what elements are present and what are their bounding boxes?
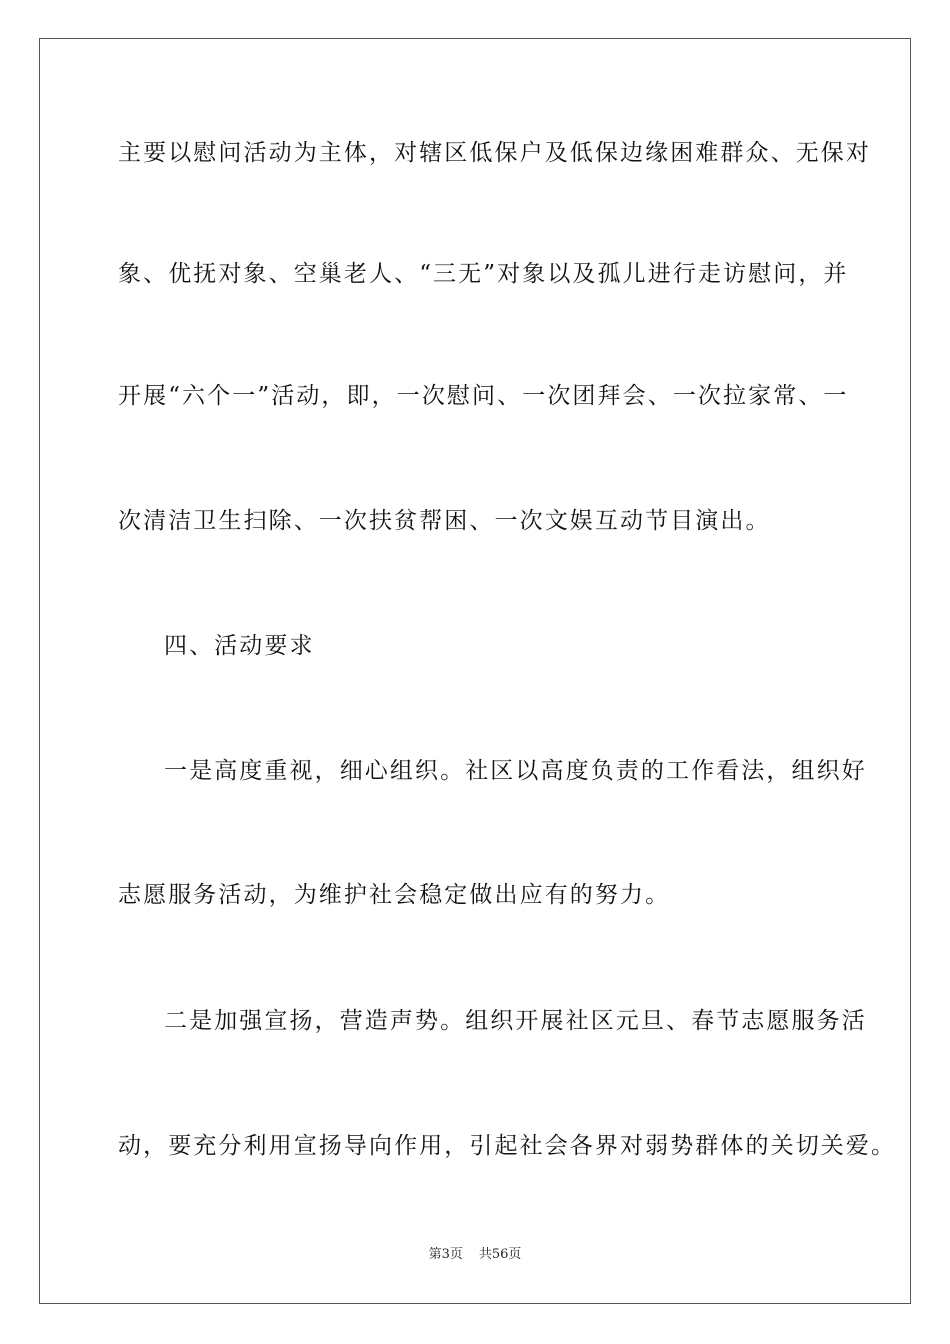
total-pages: 共56页 <box>478 1247 522 1262</box>
paragraph-line-9: 动，要充分利用宣扬导向作用，引起社会各界对弱势群体的关切关爱。 <box>118 1133 897 1159</box>
paragraph-line-3: 开展“六个一”活动，即，一次慰问、一次团拜会、一次拉家常、一 <box>118 383 849 409</box>
paragraph-line-6: 一是高度重视，细心组织。社区以高度负责的工作看法，组织好 <box>164 758 867 784</box>
section-heading: 四、活动要求 <box>164 633 315 659</box>
paragraph-line-1: 主要以慰问活动为主体，对辖区低保户及低保边缘困难群众、无保对 <box>118 140 871 166</box>
paragraph-line-4: 次清洁卫生扫除、一次扶贫帮困、一次文娱互动节目演出。 <box>118 508 771 534</box>
page-number: 第3页 <box>428 1247 463 1262</box>
page-border <box>39 38 911 1304</box>
paragraph-line-7: 志愿服务活动，为维护社会稳定做出应有的努力。 <box>118 882 671 908</box>
page-footer <box>0 1246 950 1264</box>
paragraph-line-8: 二是加强宣扬，营造声势。组织开展社区元旦、春节志愿服务活 <box>164 1008 867 1034</box>
paragraph-line-2: 象、优抚对象、空巢老人、“三无”对象以及孤儿进行走访慰问，并 <box>118 261 849 287</box>
